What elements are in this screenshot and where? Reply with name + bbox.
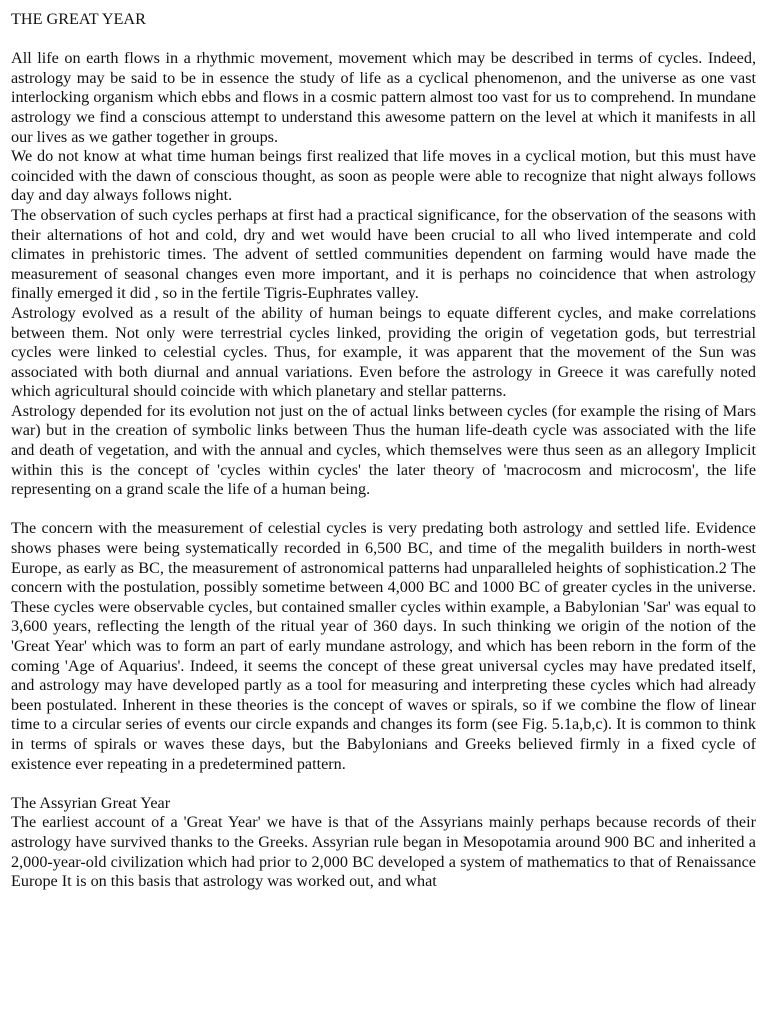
spacer [11, 774, 756, 794]
paragraph-celestial-measurement: The concern with the measurement of celestial cycles is very predating both astrology and settled life. Evidence shows phases were being systematically recorded in 6,500 BC, and time of the megalith builders in north-west Europe, as early as BC, the measurement of astronomical patterns had unparalleled heights of sophistication.2 The concern with the postulation, possibly sometime between 4,000 BC and 1000 BC of greater cycles in the universe. These cycles were observable cycles, but contained smaller cycles within example, a Babylonian 'Sar' was equal to 3,600 years, reflecting the length of the ritual year of 360 days. In such thinking we origin of the notion of the 'Great Year' which was to form an part of early mundane astrology, and which has been reborn in the form of the coming 'Age of Aquarius'. Indeed, it seems the concept of these great universal cycles may have predated itself, and astrology may have developed partly as a tool for measuring and interpreting these cycles which had already been postulated. Inherent in these theories is the concept of waves or spirals, so if we combine the flow of linear time to a circular series of events our circle expands and changes its form (see Fig. 5.1a,b,c). It is common to think in terms of spirals or waves these days, but the Babylonians and Greeks believed firmly in a fixed cycle of existence ever repeating in a predetermined pattern. [11, 519, 756, 773]
paragraph-symbolic-links: Astrology depended for its evolution not just on the of actual links between cycles (for example the rising of Mars war) but in the creation of symbolic links between Thus the human life-death cycle was associated with the life and death of vegetation, and with the annual and cycles, which themselves were thus seen as an allegory Implicit within this is the concept of 'cycles within cycles' the later theory of 'macrocosm and microcosm', the life representing on a grand scale the life of a human being. [11, 401, 756, 499]
paragraph-conscious-thought: We do not know at what time human beings first realized that life moves in a cyclical motion, but this must have coincided with the dawn of conscious thought, as soon as people were able to recognize that night always follows day and day always follows night. [11, 147, 756, 205]
section-heading: The Assyrian Great Year [11, 793, 171, 812]
paragraph-astrology-evolved: Astrology evolved as a result of the ability of human beings to equate different cycles, and make correlations between them. Not only were terrestrial cycles linked, providing the origin of vegetation gods, but terrestrial cycles were linked to celestial cycles. Thus, for example, it was apparent that the movement of the Sun was associated with both diurnal and annual variations. Even before the astrology in Greece it was carefully noted which agricultural should coincide with which planetary and stellar patterns. [11, 303, 756, 401]
paragraph-observation-of-cycles: The observation of such cycles perhaps at first had a practical significance, for the observation of the seasons with their alternations of hot and cold, dry and wet would have been crucial to all who lived intemperate and cold climates in prehistoric times. The advent of settled communities dependent on farming would have made the measurement of seasonal changes even more important, and it is perhaps no coincidence that when astrology finally emerged it did , so in the fertile Tigris-Euphrates valley. [11, 205, 756, 303]
spacer [11, 30, 756, 50]
paragraph-cycles-intro: All life on earth flows in a rhythmic movement, movement which may be described in terms of cycles. Indeed, astrology may be said to be in essence the study of life as a cyclical phenomenon, and the universe as one vast interlocking organism which ebbs and flows in a cosmic pattern almost too vast for us to comprehend. In mundane astrology we find a conscious attempt to understand this awesome pattern on the level at which it manifests in all our lives as we gather together in groups. [11, 49, 756, 146]
document-title: THE GREAT YEAR [11, 10, 146, 28]
paragraph-assyrian-great-year: The earliest account of a 'Great Year' we have is that of the Assyrians mainly perhaps because records of their astrology have survived thanks to the Greeks. Assyrian rule began in Mesopotamia around 900 BC and inherited a 2,000-year-old civilization which had prior to 2,000 BC developed a system of mathematics to that of Renaissance Europe It is on this basis that astrology was worked out, and what [11, 813, 756, 891]
document-page [11, 10, 756, 892]
spacer [11, 500, 756, 520]
